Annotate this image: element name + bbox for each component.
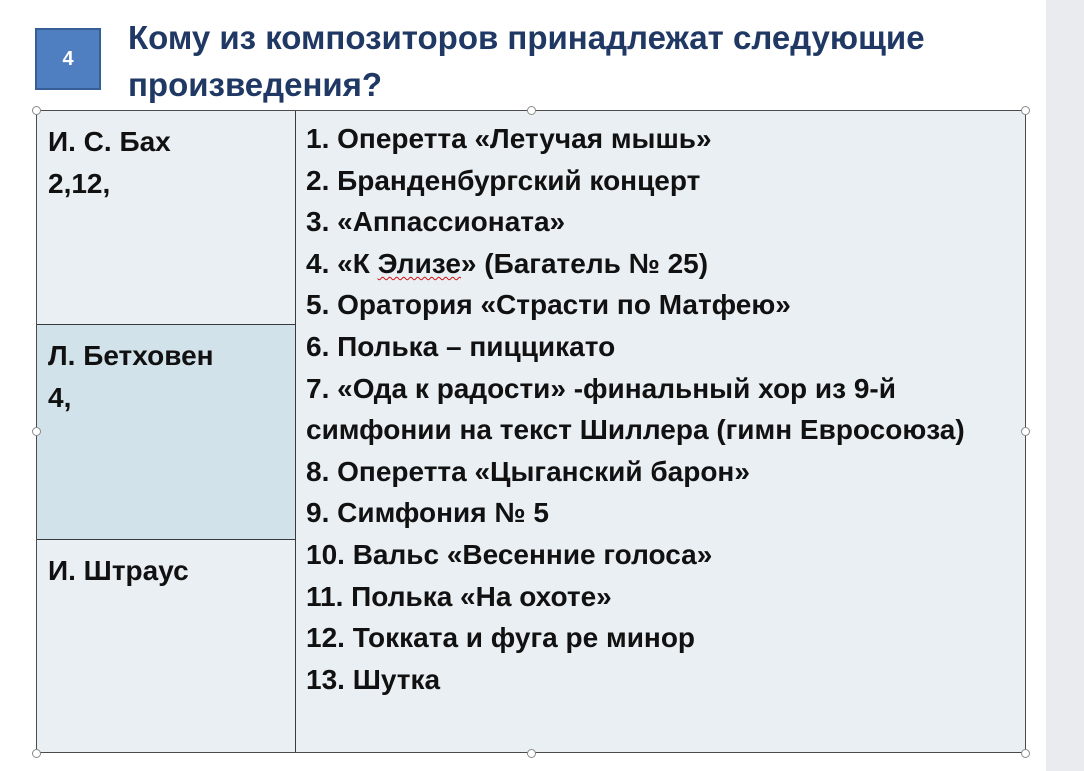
work-item: 10. Вальс «Весенние голоса» bbox=[306, 538, 713, 570]
work-item-continuation: симфонии на текст Шиллера (гимн Евросоюза) bbox=[306, 414, 965, 446]
work-text: » (Багатель № 25) bbox=[460, 247, 709, 279]
work-item bbox=[306, 243, 1025, 285]
slide-number-badge[interactable]: 4 bbox=[35, 28, 101, 90]
composer-name: И. Штраус bbox=[48, 555, 189, 586]
composer-cell-beethoven[interactable] bbox=[37, 325, 295, 540]
works-cell[interactable] bbox=[296, 111, 1025, 752]
composers-column bbox=[37, 111, 296, 752]
work-item: 1. Оперетта «Летучая мышь» bbox=[306, 123, 712, 154]
work-item: 3. «Аппассионата» bbox=[306, 206, 566, 238]
composer-answer: 4, bbox=[48, 382, 72, 413]
work-text: 4. «К bbox=[306, 247, 378, 279]
composer-answer: 2,12, bbox=[48, 168, 111, 199]
resize-handle-top-right[interactable] bbox=[1021, 106, 1030, 115]
resize-handle-top-left[interactable] bbox=[32, 106, 41, 115]
composer-cell-strauss[interactable] bbox=[37, 540, 295, 752]
work-item: 8. Оперетта «Цыганский барон» bbox=[306, 455, 750, 487]
work-item: 13. Шутка bbox=[306, 663, 441, 695]
composer-name: И. С. Бах bbox=[48, 126, 171, 157]
spellcheck-word: Элизе bbox=[377, 247, 461, 279]
composer-cell-bach[interactable] bbox=[37, 111, 295, 325]
work-item: 11. Полька «На охоте» bbox=[306, 580, 612, 612]
work-item: 9. Симфония № 5 bbox=[306, 497, 549, 529]
editor-margin bbox=[1046, 0, 1084, 771]
work-item: 2. Бранденбургский концерт bbox=[306, 164, 701, 196]
resize-handle-top-center[interactable] bbox=[527, 106, 536, 115]
composer-name: Л. Бетховен bbox=[48, 340, 214, 371]
resize-handle-middle-left[interactable] bbox=[32, 427, 41, 436]
work-item: 6. Полька – пиццикато bbox=[306, 330, 616, 362]
works-list bbox=[296, 111, 1025, 700]
work-item: 7. «Ода к радости» -финальный хор из 9-й bbox=[306, 372, 896, 404]
resize-handle-bottom-left[interactable] bbox=[32, 749, 41, 758]
matching-table[interactable] bbox=[36, 110, 1026, 753]
resize-handle-bottom-right[interactable] bbox=[1021, 749, 1030, 758]
resize-handle-middle-right[interactable] bbox=[1021, 427, 1030, 436]
slide-title[interactable]: Кому из композиторов принадлежат следующие произведения? bbox=[128, 19, 925, 103]
work-item: 12. Токката и фуга ре минор bbox=[306, 622, 696, 654]
work-item: 5. Оратория «Страсти по Матфею» bbox=[306, 289, 791, 321]
resize-handle-bottom-center[interactable] bbox=[527, 749, 536, 758]
